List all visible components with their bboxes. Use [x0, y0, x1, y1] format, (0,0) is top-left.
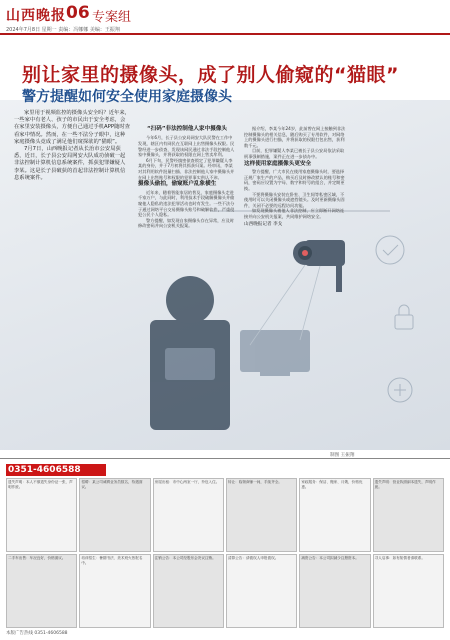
- dateline: 2024年7月8日 星期一 责编：冯娜娜 美编：王振翔: [6, 27, 120, 33]
- article-column-1: [138, 126, 236, 229]
- classified-ad: 转让：临街商铺一间，手续齐全。: [226, 478, 297, 552]
- classified-ad: 遗失声明：营业执照副本遗失，声明作废。: [373, 478, 444, 552]
- section-subhead: 这样使用家庭摄像头更安全: [244, 160, 312, 167]
- section-subhead: 摄像头偷拍，偷窥账户乱象横生: [138, 181, 217, 188]
- ad-footer: 本版广告热线 0351-4606588: [6, 631, 68, 636]
- section-quote-title: “扫码”非法控制他人家中摄像头: [146, 126, 228, 132]
- body-paragraph: 今年6月，长子县公安局网安大队民警在工作中发现，辖区内有网民在互联网上出售摄像头权限。民警经进一步侦查，发现该网民通过非法手段控制他人家中摄像头，并将获取的权限在网上售卖牟利。: [138, 135, 235, 158]
- lead-paragraph: 家里用于视频监控的摄像头安全吗？近年来，一些家中有老人、孩子的市民出于安全考虑，会在家里安装摄像头，方便自己通过手机APP随时查看家中情况。然而，在一些不法分子眼中，这种家庭摄像头竟成了满足他们窥探欲的“猫眼”。: [14, 110, 130, 145]
- classified-ad: 房屋出租：市中心两室一厅，拎包入住。: [153, 478, 224, 552]
- byline: 山西晚报记者 李戈: [244, 221, 283, 227]
- classified-ad: 招聘：某公司诚聘业务员数名，待遇面议。: [79, 478, 150, 552]
- article-column-2: [244, 126, 348, 227]
- classified-ad: 二手车出售：车况良好，价格面议。: [6, 554, 77, 628]
- body-paragraph: 6月下旬，民警经缜密侦查锁定了犯罪嫌疑人李某的身份，并于7月初将其抓获归案。经审讯，李某对其利用软件批量扫描、非法控制他人家中摄像头并在网上出售账号和权限的犯罪事实供认不讳。: [138, 157, 235, 180]
- classified-ad: 遗失声明：本人不慎遗失身份证一张，声明作废。: [6, 478, 77, 552]
- header-rule: [0, 33, 450, 35]
- illustration-credit: 制图 王振翔: [330, 453, 355, 458]
- page-number: 06: [66, 3, 90, 23]
- body-paragraph: 不要将摄像头安装在卧室、卫生间等私密区域，不使用时可以关闭摄像头或遮挡镜头。及时更新摄像头固件，关闭不必要的远程访问功能。: [244, 191, 345, 208]
- body-paragraph: 目前，犯罪嫌疑人李某已被长子县公安局依法采取刑事强制措施，案件正在进一步侦办中。: [244, 148, 345, 159]
- classified-ad: 培训招生：暑期书法、美术班火热报名中。: [79, 554, 150, 628]
- classified-ad: 注销公告：本公司经股东会决议注销。: [153, 554, 224, 628]
- classified-grid: [6, 478, 444, 628]
- classified-ad: 减资公告：本公司拟减少注册资本。: [299, 554, 370, 628]
- subheadline: 警方提醒如何安全使用家庭摄像头: [22, 89, 232, 105]
- lead-paragraphs: [14, 110, 130, 182]
- body-paragraph: 据介绍，李某今年24岁，此前曾在网上接触到非法控制摄像头的相关信息，随后购买了专用软件，对网络上的摄像头进行扫描，并将获取的权限打包出售，获利数千元。: [244, 126, 346, 148]
- classified-ad: 家政服务：保洁、搬家、月嫂，价格优惠。: [299, 478, 370, 552]
- body-paragraph: 近年来，随着智能家居的普及，家庭摄像头走进千家万户，与此同时，利用技术手段破解摄像头并偷窥他人隐私的违法犯罪活动也时有发生。一些不法分子通过网络平台交易摄像头账号和破解软件，严重侵犯公民个人隐私。: [138, 189, 235, 218]
- classified-ad: 清算公告：请债权人申报债权。: [226, 554, 297, 628]
- lead-paragraph: 7月7日，山西晚报记者从长治市公安局获悉，近日，长子县公安局网安大队成功侦破一起非法控制计算机信息系统案件，抓获犯罪嫌疑人李某。这是长子县破获的首起非法控制计算机信息系统案件。: [14, 146, 126, 181]
- body-paragraph: 警方提醒，广大市民在使用家庭摄像头时，要选择正规厂家生产的产品，购买后及时修改默认的账号和密码，密码应设置为字母、数字和符号的组合，并定期更换。: [244, 169, 345, 191]
- body-paragraph: 如发现摄像头被他人非法控制，应立即断开网络连接并向公安机关报案，共同维护网络安全。: [244, 208, 345, 219]
- body-paragraph: 警方提醒，如发现自家摄像头存在异常，应及时修改密码并向公安机关报案。: [138, 217, 234, 229]
- classified-ad: 寻人启事：如有知情者请联系。: [373, 554, 444, 628]
- newspaper-logo: 山西晚报: [6, 8, 66, 24]
- headline: 别让家里的摄像头，成了别人偷窥的“猫眼”: [22, 64, 399, 86]
- section-name: 专案组: [92, 10, 132, 25]
- ad-hotline-banner: 0351-4606588: [6, 464, 106, 476]
